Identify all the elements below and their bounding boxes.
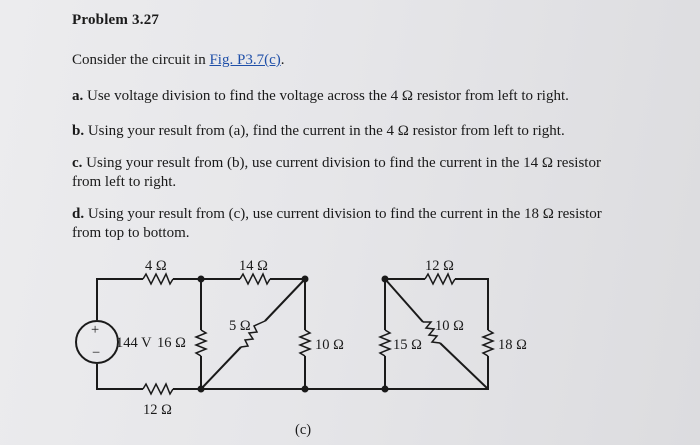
- resistor-4-ohm: [143, 274, 173, 284]
- node-top-left: [198, 276, 205, 283]
- question-b-label: b.: [72, 123, 85, 139]
- resistor-16-ohm: [196, 330, 206, 356]
- intro-text: Consider the circuit in: [72, 52, 210, 68]
- node-top-right: [382, 276, 389, 283]
- resistor-18-ohm: [483, 330, 493, 356]
- node-top-middle: [302, 276, 309, 283]
- question-d-text: Using your result from (c), use current division to find the current in the 18 Ω resistor from top to bottom.: [72, 206, 602, 241]
- label-4-ohm: 4 Ω: [145, 258, 167, 274]
- wire-bottom-left: [97, 364, 143, 389]
- label-10-ohm-diagonal: 10 Ω: [435, 318, 464, 334]
- label-14-ohm: 14 Ω: [239, 258, 268, 274]
- wire-18ohm-bottom: [385, 356, 488, 389]
- wire-diag-5ohm-upper: [265, 279, 305, 321]
- label-18-ohm: 18 Ω: [498, 337, 527, 353]
- question-d-label: d.: [72, 206, 85, 222]
- label-12-ohm-top: 12 Ω: [425, 258, 454, 274]
- figure-caption: (c): [295, 422, 312, 438]
- label-10-ohm-middle: 10 Ω: [315, 337, 344, 353]
- label-5-ohm: 5 Ω: [229, 318, 251, 334]
- source-minus-sign: −: [92, 345, 101, 361]
- question-a-text: Use voltage division to find the voltage across the 4 Ω resistor from left to right.: [83, 88, 569, 104]
- node-bottom-right: [382, 386, 389, 393]
- wire-top-left: [97, 279, 143, 320]
- question-b-text: Using your result from (a), find the current in the 4 Ω resistor from left to right.: [84, 123, 565, 139]
- resistor-15-ohm: [380, 330, 390, 356]
- question-c-text: Using your result from (b), use current division to find the current in the 14 Ω resistor from left to right.: [72, 155, 601, 190]
- label-source-voltage: 144 V: [116, 335, 152, 351]
- question-a-label: a.: [72, 88, 84, 104]
- intro-period: .: [280, 52, 285, 68]
- resistor-10-ohm-middle: [300, 330, 310, 356]
- wire-diag-10ohm-upper: [385, 279, 423, 322]
- wire-diag-10ohm-lower: [440, 343, 488, 389]
- label-12-ohm-bottom: 12 Ω: [143, 402, 172, 418]
- problem-title: Problem 3.27: [72, 12, 160, 28]
- label-15-ohm: 15 Ω: [393, 337, 422, 353]
- source-plus-sign: +: [91, 322, 100, 338]
- label-16-ohm: 16 Ω: [157, 335, 186, 351]
- figure-link[interactable]: Fig. P3.7(c): [209, 52, 281, 68]
- node-bottom-middle: [302, 386, 309, 393]
- wire-diag-5ohm-lower: [201, 347, 241, 389]
- resistor-12-ohm-top: [425, 274, 455, 284]
- resistor-14-ohm: [240, 274, 270, 284]
- resistor-12-ohm-bottom: [143, 384, 173, 394]
- node-bottom-left: [198, 386, 205, 393]
- question-c-label: c.: [72, 155, 83, 171]
